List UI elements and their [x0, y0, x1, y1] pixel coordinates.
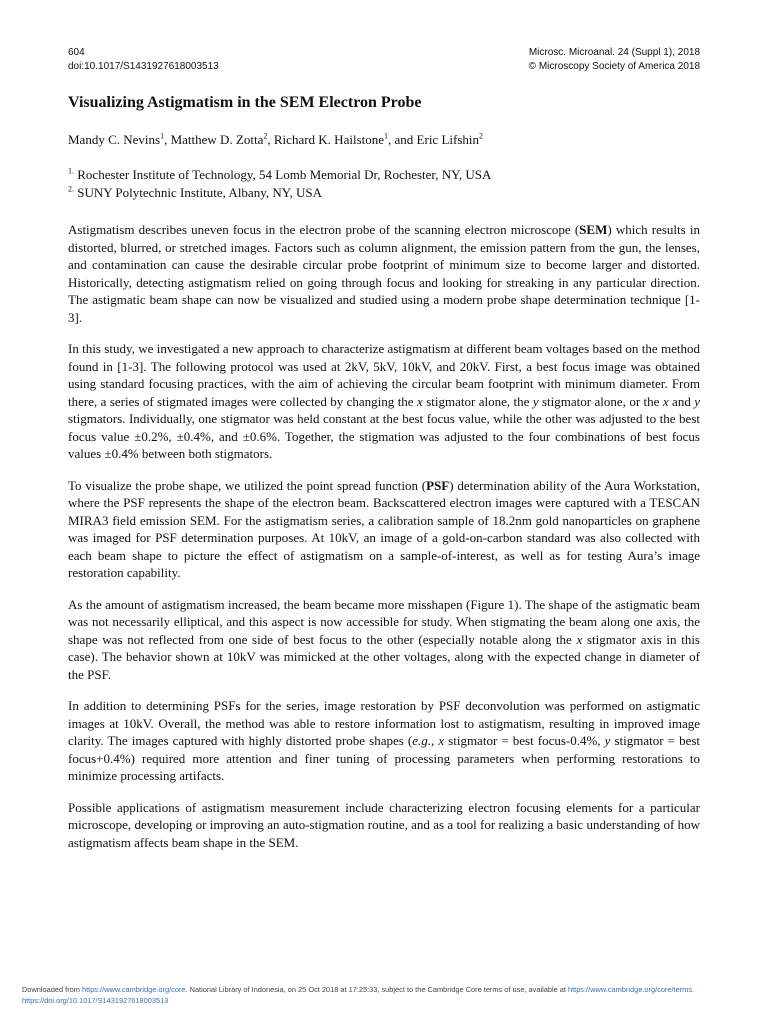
italic-term: x: [417, 393, 423, 409]
author: [171, 132, 268, 147]
author-separator: , and: [388, 132, 417, 147]
author-affiliation-mark: 2: [263, 131, 268, 141]
author-affiliation-mark: 2: [479, 131, 484, 141]
paragraph-text: stigmator alone, the: [422, 393, 533, 409]
doi-link[interactable]: https://doi.org/10.1017/S1431927618003513: [22, 996, 169, 1005]
footer-text: .: [692, 985, 695, 994]
core-link[interactable]: https://www.cambridge.org/core: [81, 985, 186, 994]
italic-term: x: [438, 733, 445, 748]
author-name: Mandy C. Nevins: [68, 132, 161, 147]
italic-term: y: [532, 393, 539, 409]
author-list: [68, 132, 483, 148]
journal-citation: Microsc. Microanal. 24 (Suppl 1), 2018: [528, 47, 700, 58]
header-left: [68, 46, 219, 74]
author: [417, 132, 483, 147]
body-paragraph: [68, 596, 700, 684]
paragraph-text: stigmator = best focus+0.4%) required more attention and finer tuning of processing parameters when performing restorations to minimize processing artifacts.: [68, 733, 701, 783]
author-affiliation-mark: 1: [160, 131, 165, 141]
author: [68, 132, 164, 147]
author-name: Richard K. Hailstone: [273, 132, 385, 147]
paragraph-text: As the amount of astigmatism increased, the beam became more misshapen (Figure 1). The shape of the astigmatic beam was not necessarily elliptical, and this aspect is now accessible for study. When stigmating the beam along one axis, the shape was not reflected from one side of best focus to the other (especially notable along the: [68, 596, 700, 647]
body-paragraph: [68, 221, 700, 326]
italic-term: x: [662, 393, 669, 409]
footer-line: [22, 984, 757, 995]
paper-title: Visualizing Astigmatism in the SEM Electron Probe: [68, 94, 422, 111]
author-affiliation-mark: 1: [384, 131, 389, 141]
terms-link[interactable]: https://www.cambridge.org/core/terms: [567, 985, 693, 994]
paragraph-text: ) which results in distorted, blurred, or stretched images. Factors such as column alignment, the emission pattern from the gun, the lenses, and contamination can cause the desirable circular probe footprint of minimum size to become larger and distorted. Historically, detecting astigmatism relied on going through focus and looking for streaking in any particular direction. The astigmatic beam shape can now be visualized and studied using a modern probe shape determination technique [1-3].: [68, 222, 700, 325]
page-number: 604: [68, 47, 85, 58]
paragraph-text: stigmator axis in this case). The behavior shown at 10kV was mimicked at the other voltages, along with the expected change in diameter of the PSF.: [68, 631, 700, 682]
paragraph-text: Astigmatism describes uneven focus in the electron probe of the scanning electron microscope (: [68, 222, 580, 237]
author-name: Eric Lifshin: [416, 132, 480, 147]
footer-line: [22, 995, 757, 1006]
author-name: Matthew D. Zotta: [170, 132, 264, 147]
download-footer: [22, 984, 757, 1006]
paragraph-text: and: [668, 393, 695, 409]
paragraph-text: To visualize the probe shape, we utilized the point spread function (: [68, 477, 427, 493]
affiliation-text: SUNY Polytechnic Institute, Albany, NY, USA: [77, 185, 322, 200]
italic-term: y: [694, 393, 701, 409]
italic-term: x: [576, 631, 583, 647]
affiliation: [68, 167, 491, 183]
body-paragraph: [68, 697, 700, 785]
paragraph-text: ,: [430, 733, 439, 748]
copyright-notice: © Microscopy Society of America 2018: [528, 61, 700, 72]
abstract-body: [68, 221, 700, 865]
body-paragraph: [68, 340, 700, 463]
paragraph-text: stigmator alone, or the: [538, 393, 663, 409]
author-separator: ,: [164, 132, 171, 147]
footer-text: . National Library of Indonesia, on 25 Oct 2018 at 17:25:33, subject to the Cambridge Core terms of use, available at: [185, 985, 568, 994]
footer-text: Downloaded from: [22, 985, 82, 994]
paragraph-text: In addition to determining PSFs for the series, image restoration by PSF deconvolution was performed on astigmatic images at 10kV. Overall, the method was able to restore information lost to astigmatism, resulting in improved image clarity. The images captured with highly distorted probe shapes (: [68, 698, 700, 748]
paragraph-text: stigmator = best focus-0.4%,: [444, 733, 605, 748]
affiliation: [68, 185, 322, 201]
affiliation-marker: 1.: [68, 166, 74, 176]
affiliation-text: Rochester Institute of Technology, 54 Lomb Memorial Dr, Rochester, NY, USA: [77, 167, 492, 182]
header-right: [529, 46, 700, 74]
author: [274, 132, 388, 147]
italic-term: y: [604, 733, 611, 748]
doi-label: doi:10.1017/S1431927618003513: [68, 61, 219, 72]
paragraph-text: ) determination ability of the Aura Workstation, where the PSF represents the shape of the electron beam. Backscattered electron images were captured with a TESCAN MIRA3 field emission SEM. For the astigmatism series, a calibration sample of 18.2nm gold nanoparticles on graphene was imaged for PSF determination purposes. At 10kV, an image of a gold-on-carbon standard was also collected with each beam shape to picture the effect of astigmatism on a sample-of-interest, as well as for testing Aura’s image restoration capability.: [68, 477, 700, 580]
paragraph-text: Possible applications of astigmatism measurement include characterizing electron focusing elements for a particular microscope, developing or improving an auto-stigmation routine, and as a tool for realizing a basic understanding of how astigmatism affects beam shape in the SEM.: [68, 799, 700, 850]
body-paragraph: [68, 477, 700, 582]
body-paragraph: [68, 799, 700, 852]
paragraph-text: stigmators. Individually, one stigmator was held constant at the best focus value, while the other was adjusted to the best focus value ±0.2%, ±0.4%, and ±0.6%. Together, the stigmation was adjusted to the four combinations of best focus values ±0.4% between both stigmators.: [68, 411, 700, 461]
paragraph-text: In this study, we investigated a new approach to characterize astigmatism at different beam voltages based on the method found in [1-3]. The following protocol was used at 2kV, 5kV, 10kV, and 20kV. First, a best focus image was obtained using standard focusing practices, with the aim of achieving the circular beam footprint with minimum diameter. From there, a series of stigmated images were collected by changing the: [68, 341, 700, 409]
author-separator: ,: [267, 132, 274, 147]
bold-term: SEM: [579, 222, 608, 237]
bold-term: PSF: [426, 477, 450, 493]
affiliation-marker: 2.: [68, 184, 74, 194]
italic-term: e.g.: [412, 733, 431, 748]
